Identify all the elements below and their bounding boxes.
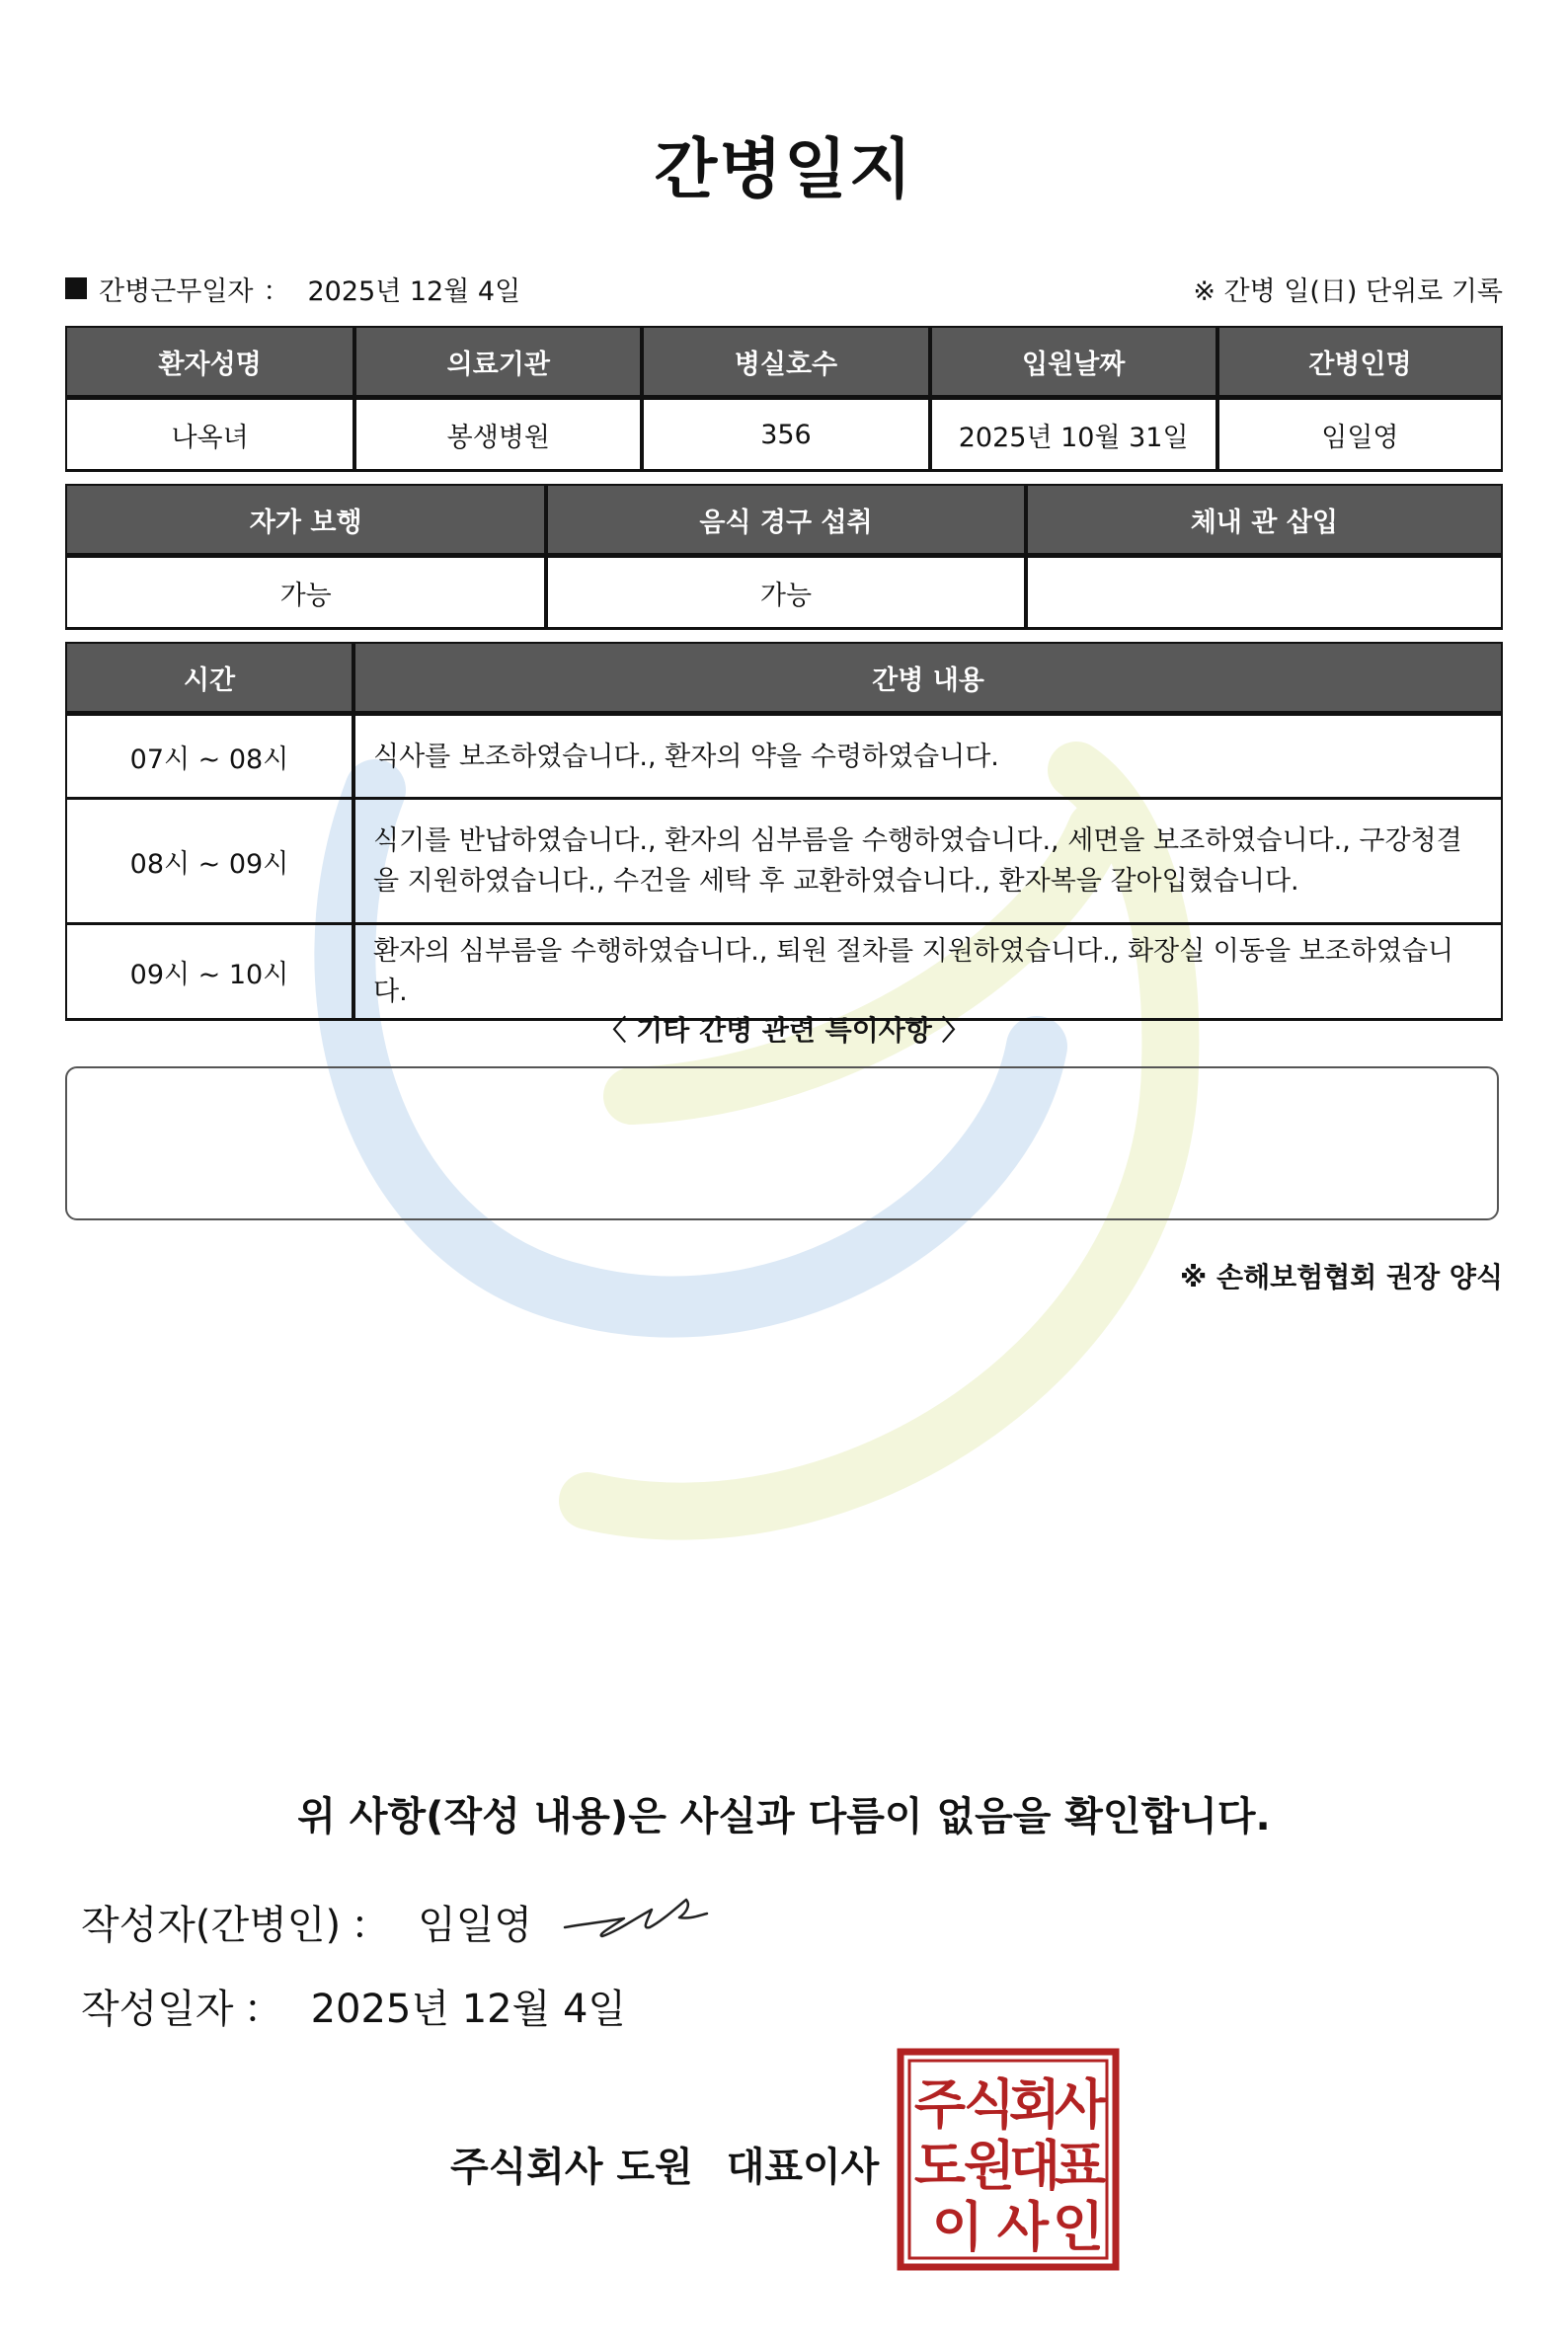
- table-row: [65, 800, 1503, 925]
- svg-text:표: 표: [1054, 2135, 1107, 2197]
- page-title: 간병일지: [654, 131, 914, 207]
- log-time: 09시 ~ 10시: [65, 925, 352, 1021]
- caregiver-name: 임일영: [1215, 400, 1503, 472]
- company-seal-icon: [897, 2048, 1120, 2271]
- log-content: 환자의 심부름을 수행하였습니다., 퇴원 절차를 지원하였습니다., 화장실 이동을 보조하였습니다.: [352, 925, 1503, 1021]
- written-date-label: 작성일자: [81, 1987, 234, 2032]
- svg-text:사: 사: [1054, 2073, 1107, 2136]
- special-notes-title: 〈 기타 간병 관련 특이사항 〉: [598, 1014, 970, 1047]
- author-colon: ：: [351, 1903, 391, 1948]
- header-care-content: 간병 내용: [352, 642, 1503, 716]
- log-content: 식기를 반납하였습니다., 환자의 심부름을 수행하였습니다., 세면을 보조하였습니다., 구강청결을 지원하였습니다., 수건을 세탁 후 교환하였습니다., 환자복을 갈아입혔습니다.: [352, 800, 1503, 925]
- care-log-table: [65, 642, 1503, 1021]
- author-label: 작성자(간병인): [81, 1903, 342, 1948]
- written-date-value: 2025년 12월 4일: [310, 1987, 627, 2032]
- signature-icon: [563, 1888, 711, 1947]
- author-row: [81, 1894, 532, 1950]
- svg-text:대: 대: [1008, 2135, 1061, 2197]
- admission-date: 2025년 10월 31일: [928, 400, 1215, 472]
- header-self-walking: 자가 보행: [65, 484, 544, 558]
- table-row: [65, 716, 1503, 800]
- tube-insertion-value: [1024, 558, 1503, 630]
- confirmation-statement: 위 사항(작성 내용)은 사실과 다름이 없음을 확인합니다.: [297, 1794, 1271, 1839]
- company-name: 주식회사 도원: [450, 2145, 693, 2190]
- company-signature: [450, 2136, 879, 2192]
- oral-intake-value: 가능: [544, 558, 1023, 630]
- patient-info-table: [65, 326, 1503, 472]
- special-notes-box: [65, 1066, 1499, 1220]
- work-date-value: 2025년 12월 4일: [307, 275, 521, 307]
- patient-status-table: [65, 484, 1503, 630]
- work-date-colon: ：: [263, 275, 290, 307]
- header-tube-insertion: 체내 관 삽입: [1024, 484, 1503, 558]
- work-date-label: 간병근무일자: [99, 275, 254, 307]
- company-role: 대표이사: [726, 2145, 880, 2190]
- svg-text:원: 원: [963, 2135, 1016, 2197]
- recommend-note: ※ 손해보험협회 권장 양식: [1180, 1261, 1503, 1293]
- svg-text:사: 사: [996, 2196, 1050, 2258]
- meta-row: [65, 269, 1503, 308]
- svg-text:주: 주: [913, 2073, 967, 2136]
- room-number: 356: [640, 400, 927, 472]
- written-date-colon: ：: [243, 1987, 283, 2032]
- work-date: [65, 270, 520, 308]
- header-room-number: 병실호수: [640, 326, 927, 400]
- self-walking-value: 가능: [65, 558, 544, 630]
- header-time: 시간: [65, 642, 352, 716]
- header-patient-name: 환자성명: [65, 326, 353, 400]
- log-time: 07시 ~ 08시: [65, 716, 352, 800]
- svg-text:식: 식: [963, 2073, 1016, 2136]
- table-row: [65, 925, 1503, 1021]
- header-oral-intake: 음식 경구 섭취: [544, 484, 1023, 558]
- header-caregiver-name: 간병인명: [1215, 326, 1503, 400]
- header-admission-date: 입원날짜: [928, 326, 1215, 400]
- hospital: 봉생병원: [353, 400, 640, 472]
- svg-text:인: 인: [1052, 2196, 1105, 2258]
- log-content: 식사를 보조하였습니다., 환자의 약을 수령하였습니다.: [352, 716, 1503, 800]
- patient-name: 나옥녀: [65, 400, 353, 472]
- svg-text:도: 도: [913, 2135, 967, 2197]
- svg-text:회: 회: [1008, 2073, 1061, 2136]
- author-name: 임일영: [418, 1903, 532, 1948]
- square-bullet-icon: [65, 277, 87, 299]
- unit-note: ※ 간병 일(日) 단위로 기록: [1193, 275, 1503, 307]
- log-time: 08시 ~ 09시: [65, 800, 352, 925]
- written-date-row: [81, 1978, 626, 2034]
- header-hospital: 의료기관: [353, 326, 640, 400]
- svg-text:이: 이: [931, 2196, 984, 2258]
